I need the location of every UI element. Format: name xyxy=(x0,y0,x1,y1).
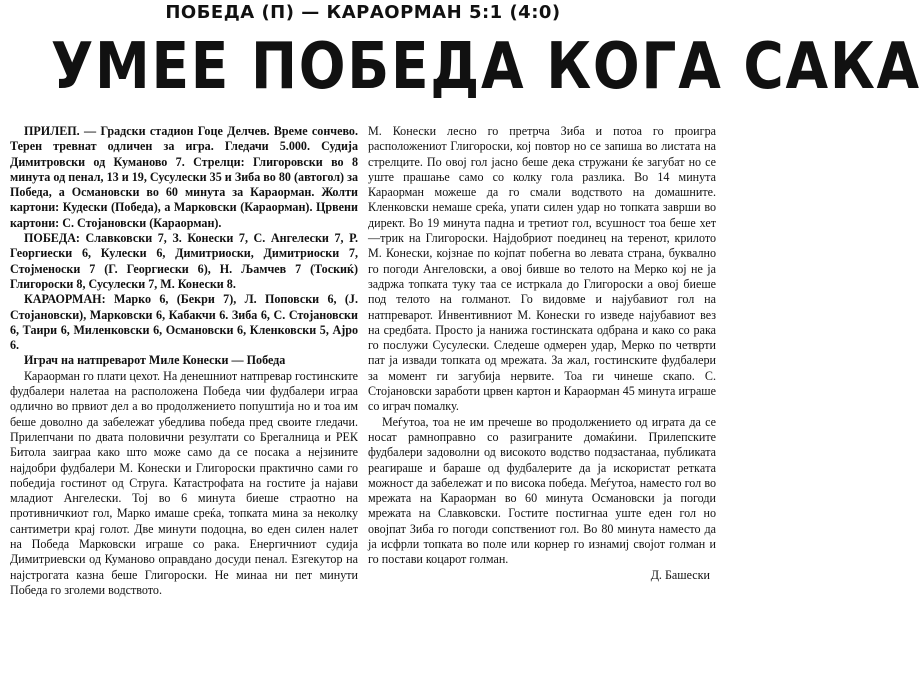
right-column xyxy=(368,124,716,664)
article-body xyxy=(10,124,716,664)
left-column xyxy=(10,124,358,664)
article-kicker: ПОБЕДА (П) — КАРАОРМАН 5:1 (4:0) xyxy=(165,2,561,23)
match-details-paragraph: ПРИЛЕП. — Градски стадион Гоце Делчев. Време сончево. Терен тревнат одличен за игра. Гледачи 5.000. Судија Димитровски од Куманово 7. Стрелци: Глигоровски во 8 минута од пенал, 13 и 19, Сусулески 35 и Зиба во 80 (автогол) за Победа, а Османовски во 60 минута за Караорман. Жолти картони: Кудески (Победа), а Марковски (Караорман). Црвени картони: С. Стојановски (Караорман). xyxy=(10,124,358,230)
player-of-match-paragraph: Играч на натпреварот Миле Конески — Победа xyxy=(24,353,286,368)
report-paragraph-2: М. Конески лесно го претрча Зиба и потоа го проигра расположениот Глигороски, кој повтор но се запиша во листата на стрелците. По овој гол јасно беше дека стружани ќе загубат но се уште прашање само со колку гола разлика. Во 14 минута Караорман можеше да го смали водството на домашните. Кленковски немаше среќа, упати силен удар но топката заврши во директ. Во 19 минута падна и третиот гол, всушност тоа беше хет—трик на Глигороски. Најдобриот поединец на теренот, крилото М. Конески, којзнае по којпат побегна во левата страна, буквално го погоди Ангеловски, а овој бившe во телото на Мерко кој не ја задржа топката тукy таа се истркала до Глигороски а овој биеше под телото на голманот. Го видовме и најубавиот гол на натпреварот. Инвентивниот М. Конески го изведе најубавиот вез на средбата. Просто ја нанижа гостинската одбрана и како со рака го послужи Сусулески. Следеше одмерен удар, Мерко по четврти пат ја извади топката од мрежата. За жал, гостинските фудбалери за момент ги загубија нервите. Тоа ги чинеше скапо. С. Стојановски заработи црвен картон и Караорман 45 минута играше со играч помалку. xyxy=(368,124,716,414)
article-headline: УМЕЕ ПОБЕДА КОГА САКА xyxy=(50,30,921,104)
report-paragraph-3: Меѓутоа, тоа не им пречеше во продолжението од играта да се носат рамноправно со разиграните домаќини. Прилепските фудбалери задоволни од високото водство подзастанаа, публиката реагираше и бараше од фудбалерите да ја искористат реткaта можност да забележат и по висока победа. Меѓутоа, наместо гол во мрежата на Караорман во 60 минута Османовски ја погоди мрежата на Славковски. Гостите постигнаа уште еден гол но овојпат Зиба го погоди сопствениот гол. Во 80 минута наместо да ја исфрли топката во поле или корнер го изнамиj својот голман и го постави коцарот голман. xyxy=(368,414,716,567)
report-paragraph-1: Караорман го плати цехот. На денешниот натпревар гостинските фудбалери налетаа на расположена Победа чии фудбалери играа одлично во првиот дел а во продолжението попуштија но и тоа им беше доволно да забележат убедлива победа пред своите гледачи. Прилепчани по двата половични резултати со Брегалница и РЕК Битола заиграа како што може само да се посака а нејзините најдобри фудбалери М. Конески и Глигороски практично сами го победија гостинот од Струга. Катастрофата на гостите ја најави младиот Ангелески. Тој во 6 минута биеше страотно на противничкиот гол, Марко имаше среќа, топката мина за неколку сантиметри крај голот. Две минути подоцна, во еден силен налет на Победа Марковски играше со рака. Енергичниот судија Димитриевски од Куманово оправдано досуди пенал. Езгекутор на најстрогата казна беше Глигороски. Не минаа ни пет минути Победа го зголеми водството. xyxy=(10,368,358,597)
karaorman-lineup-paragraph: КАРАОРМАН: Марко 6, (Бекри 7), Л. Поповски 6, (Ј. Стојановски), Марковски 6, Кабакчи 6. Зиба 6, С. Стојановски 6, Таири 6, Миленковски 6, Османовски 6, Кленковски 5, Ајро 6. xyxy=(10,292,358,353)
pobeda-lineup-paragraph: ПОБЕДА: Славковски 7, З. Конески 7, С. Ангелески 7, Р. Георгиески 6, Кулески 6, Димитриоски, Димитриоски 7, Стојменоски 7 (Г. Георгиески 6), Н. Љамчев 7 (Тоскиќ) Глигороски 8, Сусулески 7, М. Конески 8. xyxy=(10,231,358,291)
author-signature: Д. Башески xyxy=(650,567,710,582)
